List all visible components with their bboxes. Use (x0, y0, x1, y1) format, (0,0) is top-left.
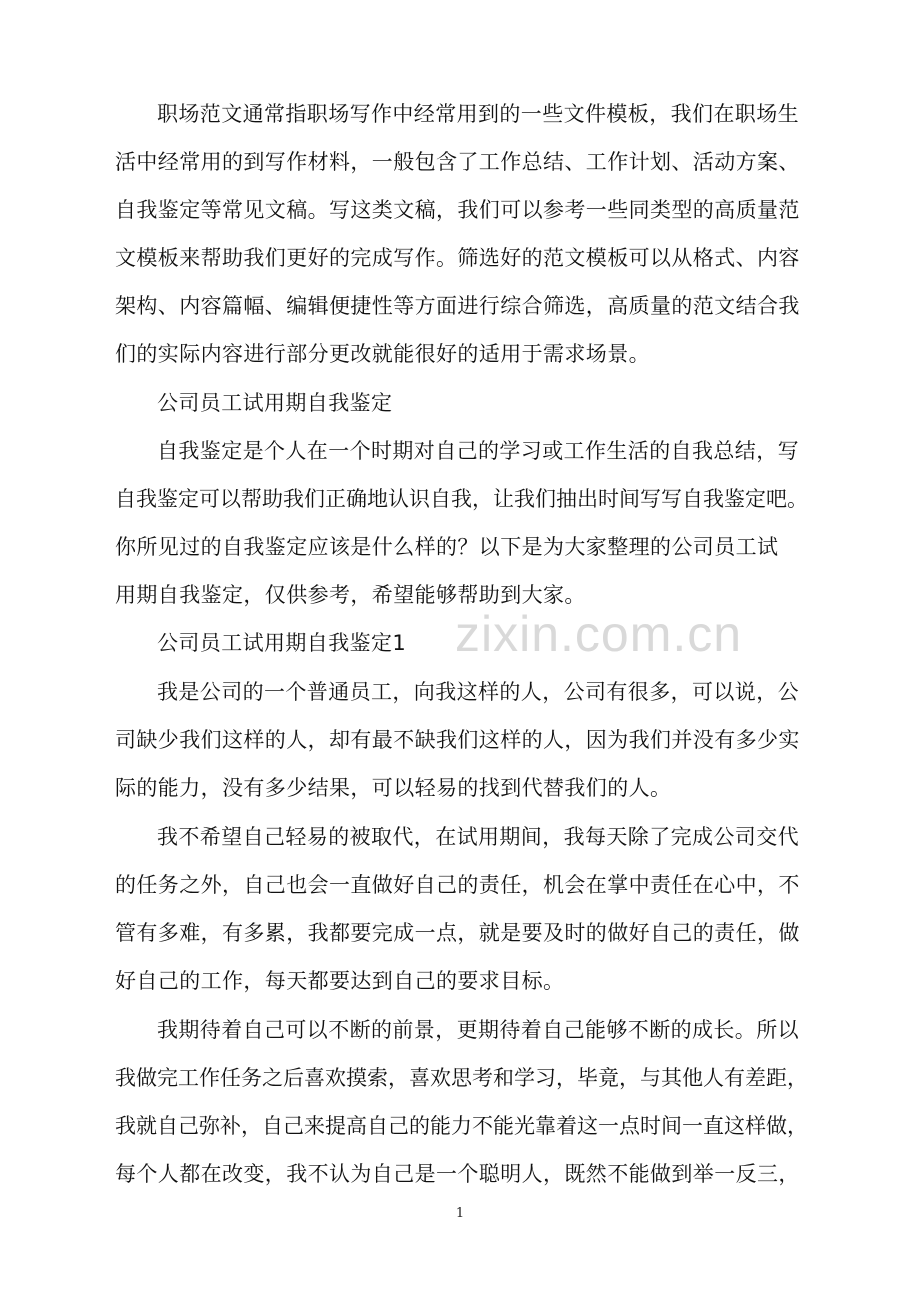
paragraph-line: 用期自我鉴定，仅供参考，希望能够帮助到大家。 (115, 583, 586, 607)
paragraph-line: 活中经常用的到写作材料，一般包含了工作总结、工作计划、活动方案、 (115, 150, 800, 174)
paragraph-line: 管有多难，有多累，我都要完成一点，就是要及时的做好自己的责任，做 (115, 921, 800, 945)
paragraph-line: 自我鉴定是个人在一个时期对自己的学习或工作生活的自我总结，写 (157, 439, 799, 463)
section-heading: 公司员工试用期自我鉴定1 (157, 631, 407, 655)
page-number: 1 (455, 1206, 465, 1221)
paragraph-line: 自我鉴定等常见文稿。写这类文稿，我们可以参考一些同类型的高质量范 (115, 198, 800, 222)
paragraph-line: 架构、内容篇幅、编辑便捷性等方面进行综合筛选，高质量的范文结合我 (115, 294, 800, 318)
watermark: zixin.com.cn (455, 606, 743, 662)
paragraph-line: 文模板来帮助我们更好的完成写作。筛选好的范文模板可以从格式、内容 (115, 246, 800, 270)
paragraph-line: 我是公司的一个普通员工，向我这样的人，公司有很多，可以说，公 (157, 680, 799, 704)
paragraph-line: 我期待着自己可以不断的前景，更期待着自己能够不断的成长。所以 (157, 1018, 799, 1042)
section-heading: 公司员工试用期自我鉴定 (157, 391, 393, 415)
paragraph-line: 你所见过的自我鉴定应该是什么样的？以下是为大家整理的公司员工试 (115, 535, 779, 559)
paragraph-line: 际的能力，没有多少结果，可以轻易的找到代替我们的人。 (115, 776, 672, 800)
paragraph-line: 职场范文通常指职场写作中经常用到的一些文件模板，我们在职场生 (157, 102, 799, 126)
paragraph-line: 好自己的工作，每天都要达到自己的要求目标。 (115, 969, 565, 993)
paragraph-line: 的任务之外，自己也会一直做好自己的责任，机会在掌中责任在心中，不 (115, 873, 800, 897)
paragraph-line: 我做完工作任务之后喜欢摸索，喜欢思考和学习，毕竟，与其他人有差距， (115, 1066, 808, 1090)
paragraph-line: 司缺少我们这样的人，却有最不缺我们这样的人，因为我们并没有多少实 (115, 728, 800, 752)
paragraph-line: 我就自己弥补，自己来提高自己的能力不能光靠着这一点时间一直这样做， (115, 1114, 808, 1138)
paragraph-line: 们的实际内容进行部分更改就能很好的适用于需求场景。 (115, 342, 650, 366)
paragraph-line: 每个人都在改变，我不认为自己是一个聪明人，既然不能做到举一反三， (115, 1162, 800, 1186)
paragraph-line: 我不希望自己轻易的被取代，在试用期间，我每天除了完成公司交代 (157, 825, 799, 849)
paragraph-line: 自我鉴定可以帮助我们正确地认识自我，让我们抽出时间写写自我鉴定吧。 (115, 487, 808, 511)
